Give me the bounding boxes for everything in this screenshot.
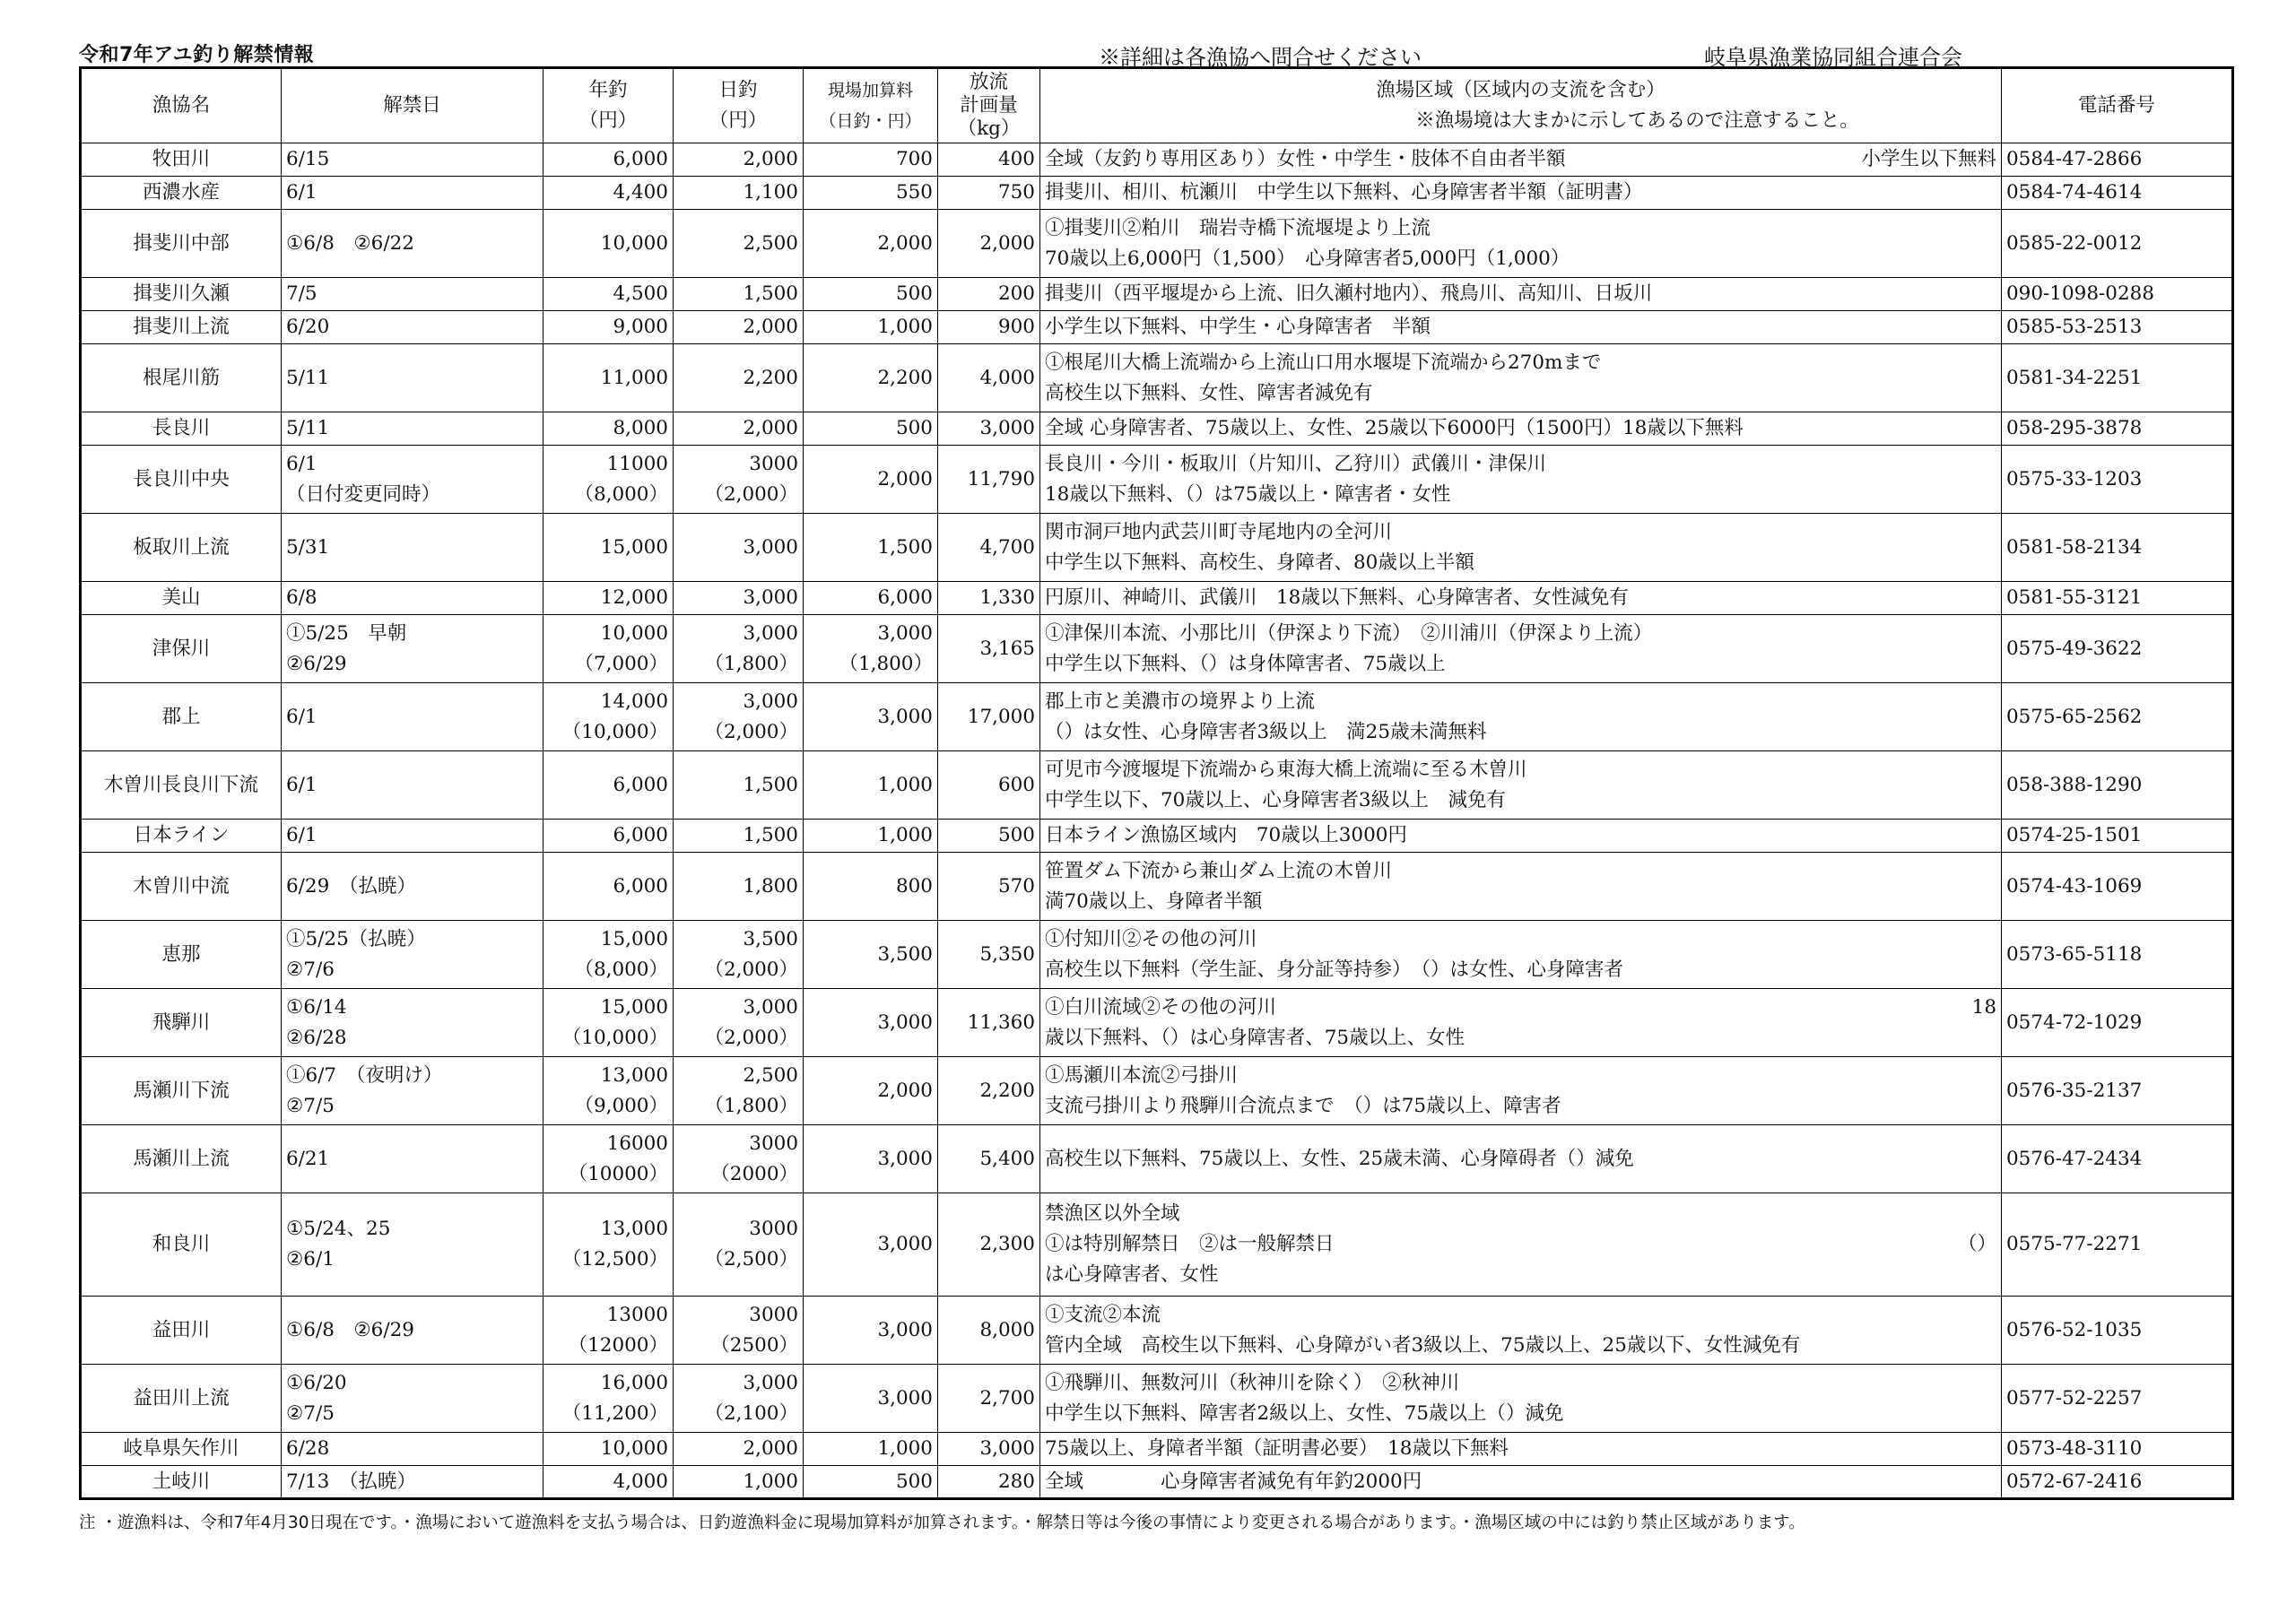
cell-fishing-area: 可児市今渡堰堤下流端から東海大橋上流端に至る木曽川 中学生以下、70歳以上、心身障害者3級以上 減免有 <box>1040 751 2002 820</box>
table-row <box>81 311 2233 344</box>
cell-release-amount: 750 <box>938 177 1040 210</box>
table-row <box>81 177 2233 210</box>
cell-open-date: ①6/14 ②6/28 <box>282 989 544 1057</box>
cell-annual-fee: 16,000 （11,200） <box>544 1365 674 1433</box>
cell-phone: 058-295-3878 <box>2002 412 2233 446</box>
cell-daily-fee: 1,800 <box>674 853 804 921</box>
cell-phone: 0584-47-2866 <box>2002 143 2233 177</box>
table-row <box>81 1433 2233 1466</box>
table-row <box>81 820 2233 853</box>
cell-fishing-area: ①付知川②その他の河川 高校生以下無料（学生証、身分証等持参） （）は女性、心身障害者 <box>1040 921 2002 989</box>
cell-phone: 0585-53-2513 <box>2002 311 2233 344</box>
header-row <box>81 68 2233 143</box>
cell-union: 長良川中央 <box>81 446 282 514</box>
table-row <box>81 989 2233 1057</box>
cell-release-amount: 2,700 <box>938 1365 1040 1433</box>
cell-daily-fee: 1,500 <box>674 278 804 311</box>
cell-daily-fee: 1,500 <box>674 751 804 820</box>
cell-phone: 0575-65-2562 <box>2002 683 2233 751</box>
cell-daily-fee: 3,000 （2,100） <box>674 1365 804 1433</box>
cell-onsite-fee: 1,000 <box>804 1433 938 1466</box>
table-row <box>81 751 2233 820</box>
cell-open-date: 6/21 <box>282 1125 544 1193</box>
cell-open-date: ①5/25（払暁） ②7/6 <box>282 921 544 989</box>
cell-union: 揖斐川久瀬 <box>81 278 282 311</box>
cell-phone: 0573-65-5118 <box>2002 921 2233 989</box>
cell-open-date: ①5/25 早朝 ②6/29 <box>282 615 544 683</box>
cell-open-date: 6/1 <box>282 820 544 853</box>
cell-fishing-area: 高校生以下無料、75歳以上、女性、25歳未満、心身障碍者（）減免 <box>1040 1125 2002 1193</box>
cell-annual-fee: 9,000 <box>544 311 674 344</box>
table-row <box>81 1193 2233 1297</box>
cell-daily-fee: 2,000 <box>674 412 804 446</box>
cell-open-date: 6/29 （払暁） <box>282 853 544 921</box>
cell-onsite-fee: 3,000 <box>804 989 938 1057</box>
cell-union: 岐阜県矢作川 <box>81 1433 282 1466</box>
cell-onsite-fee: 500 <box>804 278 938 311</box>
cell-annual-fee: 13,000 （12,500） <box>544 1193 674 1297</box>
cell-open-date: ①6/8 ②6/22 <box>282 210 544 278</box>
table-row <box>81 446 2233 514</box>
cell-onsite-fee: 3,000 （1,800） <box>804 615 938 683</box>
cell-daily-fee: 3000 （2,500） <box>674 1193 804 1297</box>
cell-fishing-area: 全域（友釣り専用区あり）女性・中学生・肢体不自由者半額 小学生以下無料 <box>1040 143 2002 177</box>
cell-union: 馬瀬川下流 <box>81 1057 282 1125</box>
cell-union: 西濃水産 <box>81 177 282 210</box>
cell-union: 木曽川長良川下流 <box>81 751 282 820</box>
cell-open-date: ①6/7 （夜明け） ②7/5 <box>282 1057 544 1125</box>
cell-daily-fee: 2,500 （1,800） <box>674 1057 804 1125</box>
cell-phone: 0584-74-4614 <box>2002 177 2233 210</box>
cell-annual-fee: 13000 （12000） <box>544 1297 674 1365</box>
cell-annual-fee: 4,400 <box>544 177 674 210</box>
cell-onsite-fee: 3,000 <box>804 1193 938 1297</box>
cell-daily-fee: 3,000 <box>674 582 804 615</box>
cell-phone: 0576-35-2137 <box>2002 1057 2233 1125</box>
table-row <box>81 1125 2233 1193</box>
cell-fishing-area: 揖斐川（西平堰堤から上流、旧久瀬村地内）、飛鳥川、高知川、日坂川 <box>1040 278 2002 311</box>
cell-onsite-fee: 2,000 <box>804 1057 938 1125</box>
table-row <box>81 921 2233 989</box>
cell-daily-fee: 3,000 （1,800） <box>674 615 804 683</box>
cell-release-amount: 3,000 <box>938 412 1040 446</box>
cell-open-date: ①5/24、25 ②6/1 <box>282 1193 544 1297</box>
cell-daily-fee: 2,000 <box>674 143 804 177</box>
cell-open-date: ①6/8 ②6/29 <box>282 1297 544 1365</box>
table-row <box>81 1057 2233 1125</box>
cell-daily-fee: 3,500 （2,000） <box>674 921 804 989</box>
cell-daily-fee: 2,200 <box>674 344 804 412</box>
cell-union: 根尾川筋 <box>81 344 282 412</box>
cell-phone: 0576-52-1035 <box>2002 1297 2233 1365</box>
cell-release-amount: 3,000 <box>938 1433 1040 1466</box>
col-area-header: 漁場区域（区域内の支流を含む） ※漁場境は大まかに示してあるので注意すること。 <box>1040 68 2002 143</box>
cell-fishing-area: ①飛騨川、無数河川（秋神川を除く） ②秋神川 中学生以下無料、障害者2級以上、女性、75歳以上（）減免 <box>1040 1365 2002 1433</box>
cell-annual-fee: 15,000 （10,000） <box>544 989 674 1057</box>
cell-union: 郡上 <box>81 683 282 751</box>
cell-release-amount: 2,000 <box>938 210 1040 278</box>
cell-union: 長良川 <box>81 412 282 446</box>
cell-union: 木曽川中流 <box>81 853 282 921</box>
col-daily-header: 日釣 （円） <box>674 68 804 143</box>
cell-daily-fee: 2,000 <box>674 1433 804 1466</box>
cell-release-amount: 8,000 <box>938 1297 1040 1365</box>
table-row <box>81 1466 2233 1499</box>
cell-daily-fee: 3,000 （2,000） <box>674 989 804 1057</box>
cell-onsite-fee: 500 <box>804 1466 938 1499</box>
cell-open-date: 6/1 <box>282 177 544 210</box>
cell-union: 揖斐川上流 <box>81 311 282 344</box>
publisher-name: 岐阜県漁業協同組合連合会 <box>1704 45 1962 70</box>
cell-onsite-fee: 2,000 <box>804 210 938 278</box>
col-annual-header: 年釣 （円） <box>544 68 674 143</box>
cell-annual-fee: 10,000 <box>544 1433 674 1466</box>
cell-open-date: 6/28 <box>282 1433 544 1466</box>
cell-onsite-fee: 3,500 <box>804 921 938 989</box>
cell-annual-fee: 8,000 <box>544 412 674 446</box>
cell-phone: 0581-58-2134 <box>2002 514 2233 582</box>
cell-open-date: 6/15 <box>282 143 544 177</box>
cell-onsite-fee: 3,000 <box>804 1297 938 1365</box>
table-row <box>81 210 2233 278</box>
cell-daily-fee: 3000 （2000） <box>674 1125 804 1193</box>
cell-annual-fee: 12,000 <box>544 582 674 615</box>
cell-open-date: 6/1 （日付変更同時） <box>282 446 544 514</box>
cell-phone: 0577-52-2257 <box>2002 1365 2233 1433</box>
cell-open-date: 7/5 <box>282 278 544 311</box>
cell-phone: 0575-77-2271 <box>2002 1193 2233 1297</box>
cell-annual-fee: 6,000 <box>544 143 674 177</box>
cell-fishing-area: 郡上市と美濃市の境界より上流 （）は女性、心身障害者3級以上 満25歳未満無料 <box>1040 683 2002 751</box>
cell-fishing-area: 禁漁区以外全域 ①は特別解禁日 ②は一般解禁日 （） は心身障害者、女性 <box>1040 1193 2002 1297</box>
cell-phone: 0574-43-1069 <box>2002 853 2233 921</box>
cell-phone: 0572-67-2416 <box>2002 1466 2233 1499</box>
cell-release-amount: 280 <box>938 1466 1040 1499</box>
cell-annual-fee: 4,500 <box>544 278 674 311</box>
cell-union: 馬瀬川上流 <box>81 1125 282 1193</box>
ayu-fishing-table <box>79 66 2234 1500</box>
cell-phone: 0576-47-2434 <box>2002 1125 2233 1193</box>
table-row <box>81 1297 2233 1365</box>
cell-union: 日本ライン <box>81 820 282 853</box>
cell-open-date: 6/1 <box>282 683 544 751</box>
cell-phone: 0575-33-1203 <box>2002 446 2233 514</box>
cell-annual-fee: 16000 （10000） <box>544 1125 674 1193</box>
cell-open-date: 5/31 <box>282 514 544 582</box>
cell-onsite-fee: 500 <box>804 412 938 446</box>
cell-annual-fee: 11000 （8,000） <box>544 446 674 514</box>
cell-daily-fee: 1,500 <box>674 820 804 853</box>
cell-fishing-area: ①揖斐川②粕川 瑞岩寺橋下流堰堤より上流 70歳以上6,000円（1,500） 心身障害者5,000円（1,000） <box>1040 210 2002 278</box>
col-date-header: 解禁日 <box>282 68 544 143</box>
inquiry-note: ※詳細は各漁協へ問合せください <box>1099 45 1422 70</box>
cell-fishing-area: 揖斐川、相川、杭瀬川 中学生以下無料、心身障害者半額（証明書） <box>1040 177 2002 210</box>
table-row <box>81 582 2233 615</box>
cell-phone: 0581-34-2251 <box>2002 344 2233 412</box>
cell-release-amount: 5,350 <box>938 921 1040 989</box>
cell-phone: 0581-55-3121 <box>2002 582 2233 615</box>
table-row <box>81 853 2233 921</box>
cell-open-date: 5/11 <box>282 412 544 446</box>
col-release-header: 放流 計画量 （kg） <box>938 68 1040 143</box>
cell-onsite-fee: 1,000 <box>804 820 938 853</box>
cell-release-amount: 3,165 <box>938 615 1040 683</box>
cell-open-date: 6/8 <box>282 582 544 615</box>
cell-union: 揖斐川中部 <box>81 210 282 278</box>
cell-open-date: 6/20 <box>282 311 544 344</box>
cell-release-amount: 2,300 <box>938 1193 1040 1297</box>
cell-release-amount: 2,200 <box>938 1057 1040 1125</box>
cell-union: 和良川 <box>81 1193 282 1297</box>
cell-fishing-area: 全域 心身障害者減免有年釣2000円 <box>1040 1466 2002 1499</box>
cell-union: 益田川 <box>81 1297 282 1365</box>
cell-release-amount: 5,400 <box>938 1125 1040 1193</box>
cell-fishing-area: 関市洞戸地内武芸川町寺尾地内の全河川 中学生以下無料、高校生、身障者、80歳以上半額 <box>1040 514 2002 582</box>
cell-annual-fee: 4,000 <box>544 1466 674 1499</box>
cell-fishing-area: ①津保川本流、小那比川（伊深より下流） ②川浦川（伊深より上流） 中学生以下無料、（）は身体障害者、75歳以上 <box>1040 615 2002 683</box>
col-onsite-header: 現場加算料 （日釣・円） <box>804 68 938 143</box>
cell-onsite-fee: 1,000 <box>804 751 938 820</box>
cell-annual-fee: 13,000 （9,000） <box>544 1057 674 1125</box>
cell-union: 板取川上流 <box>81 514 282 582</box>
cell-phone: 0574-72-1029 <box>2002 989 2233 1057</box>
cell-onsite-fee: 1,000 <box>804 311 938 344</box>
cell-daily-fee: 2,000 <box>674 311 804 344</box>
cell-release-amount: 900 <box>938 311 1040 344</box>
cell-union: 津保川 <box>81 615 282 683</box>
cell-union: 恵那 <box>81 921 282 989</box>
cell-onsite-fee: 700 <box>804 143 938 177</box>
cell-release-amount: 400 <box>938 143 1040 177</box>
cell-release-amount: 17,000 <box>938 683 1040 751</box>
cell-phone: 090-1098-0288 <box>2002 278 2233 311</box>
cell-union: 飛騨川 <box>81 989 282 1057</box>
cell-release-amount: 1,330 <box>938 582 1040 615</box>
cell-fishing-area: 長良川・今川・板取川（片知川、乙狩川）武儀川・津保川 18歳以下無料、（）は75歳以上・障害者・女性 <box>1040 446 2002 514</box>
cell-daily-fee: 3000 （2,000） <box>674 446 804 514</box>
cell-union: 牧田川 <box>81 143 282 177</box>
footnote: 注 ・遊漁料は、令和7年4月30日現在です。・漁場において遊漁料を支払う場合は、日釣遊漁料金に現場加算料が加算されます。・解禁日等は今後の事情により変更される場合があります。・漁場区域の中には釣り禁止区域があります。 <box>79 1514 1805 1532</box>
cell-release-amount: 570 <box>938 853 1040 921</box>
cell-onsite-fee: 800 <box>804 853 938 921</box>
cell-annual-fee: 6,000 <box>544 751 674 820</box>
col-union-header: 漁協名 <box>81 68 282 143</box>
table-row <box>81 1365 2233 1433</box>
cell-daily-fee: 3,000 （2,000） <box>674 683 804 751</box>
cell-release-amount: 4,700 <box>938 514 1040 582</box>
cell-onsite-fee: 1,500 <box>804 514 938 582</box>
cell-release-amount: 11,360 <box>938 989 1040 1057</box>
cell-phone: 0574-25-1501 <box>2002 820 2233 853</box>
cell-annual-fee: 15,000 <box>544 514 674 582</box>
cell-annual-fee: 6,000 <box>544 820 674 853</box>
cell-fishing-area: 75歳以上、身障者半額（証明書必要） 18歳以下無料 <box>1040 1433 2002 1466</box>
cell-fishing-area: ①馬瀬川本流②弓掛川 支流弓掛川より飛騨川合流点まで （）は75歳以上、障害者 <box>1040 1057 2002 1125</box>
cell-onsite-fee: 3,000 <box>804 683 938 751</box>
cell-annual-fee: 14,000 （10,000） <box>544 683 674 751</box>
cell-onsite-fee: 2,200 <box>804 344 938 412</box>
cell-annual-fee: 10,000 （7,000） <box>544 615 674 683</box>
cell-onsite-fee: 3,000 <box>804 1125 938 1193</box>
cell-open-date: 7/13 （払暁） <box>282 1466 544 1499</box>
cell-open-date: 5/11 <box>282 344 544 412</box>
cell-annual-fee: 10,000 <box>544 210 674 278</box>
cell-daily-fee: 1,000 <box>674 1466 804 1499</box>
table-row <box>81 278 2233 311</box>
cell-onsite-fee: 2,000 <box>804 446 938 514</box>
cell-annual-fee: 6,000 <box>544 853 674 921</box>
cell-fishing-area: 小学生以下無料、中学生・心身障害者 半額 <box>1040 311 2002 344</box>
cell-annual-fee: 15,000 （8,000） <box>544 921 674 989</box>
table-row <box>81 514 2233 582</box>
cell-onsite-fee: 550 <box>804 177 938 210</box>
cell-release-amount: 200 <box>938 278 1040 311</box>
cell-fishing-area: 円原川、神崎川、武儀川 18歳以下無料、心身障害者、女性減免有 <box>1040 582 2002 615</box>
cell-phone: 058-388-1290 <box>2002 751 2233 820</box>
cell-fishing-area: 笹置ダム下流から兼山ダム上流の木曽川 満70歳以上、身障者半額 <box>1040 853 2002 921</box>
cell-daily-fee: 3,000 <box>674 514 804 582</box>
cell-daily-fee: 1,100 <box>674 177 804 210</box>
cell-daily-fee: 2,500 <box>674 210 804 278</box>
cell-release-amount: 4,000 <box>938 344 1040 412</box>
cell-fishing-area: ①支流②本流 管内全域 高校生以下無料、心身障がい者3級以上、75歳以上、25歳以下、女性減免有 <box>1040 1297 2002 1365</box>
cell-annual-fee: 11,000 <box>544 344 674 412</box>
cell-phone: 0573-48-3110 <box>2002 1433 2233 1466</box>
cell-release-amount: 500 <box>938 820 1040 853</box>
cell-fishing-area: 全域 心身障害者、75歳以上、女性、25歳以下6000円（1500円）18歳以下無料 <box>1040 412 2002 446</box>
page-title: 令和7年アユ釣り解禁情報 <box>79 44 315 66</box>
cell-union: 土岐川 <box>81 1466 282 1499</box>
table-row <box>81 143 2233 177</box>
cell-union: 益田川上流 <box>81 1365 282 1433</box>
table-row <box>81 344 2233 412</box>
cell-fishing-area: ①白川流域②その他の河川 18 歳以下無料、（）は心身障害者、75歳以上、女性 <box>1040 989 2002 1057</box>
col-phone-header: 電話番号 <box>2002 68 2233 143</box>
cell-open-date: ①6/20 ②7/5 <box>282 1365 544 1433</box>
cell-onsite-fee: 6,000 <box>804 582 938 615</box>
cell-daily-fee: 3000 （2500） <box>674 1297 804 1365</box>
cell-phone: 0585-22-0012 <box>2002 210 2233 278</box>
table-row <box>81 412 2233 446</box>
cell-phone: 0575-49-3622 <box>2002 615 2233 683</box>
cell-fishing-area: 日本ライン漁協区域内 70歳以上3000円 <box>1040 820 2002 853</box>
table-row <box>81 683 2233 751</box>
cell-fishing-area: ①根尾川大橋上流端から上流山口用水堰堤下流端から270mまで 高校生以下無料、女性、障害者減免有 <box>1040 344 2002 412</box>
cell-release-amount: 600 <box>938 751 1040 820</box>
cell-release-amount: 11,790 <box>938 446 1040 514</box>
table-row <box>81 615 2233 683</box>
cell-open-date: 6/1 <box>282 751 544 820</box>
cell-union: 美山 <box>81 582 282 615</box>
cell-onsite-fee: 3,000 <box>804 1365 938 1433</box>
